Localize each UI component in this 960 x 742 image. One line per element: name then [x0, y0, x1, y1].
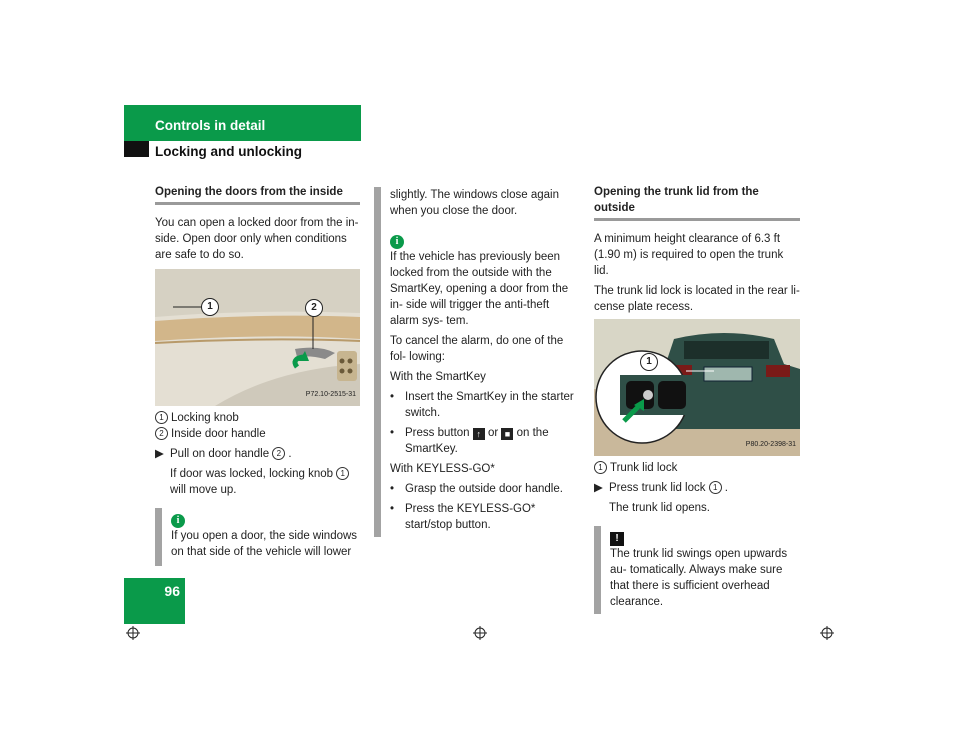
- door-figure-code: P72.10-2515-31: [305, 391, 356, 398]
- alarm-cancel-intro: To cancel the alarm, do one of the fol- lowing:: [390, 335, 564, 363]
- instruction-result: The trunk lid opens.: [609, 502, 711, 514]
- section-heading-doors: Opening the doors from the inside: [155, 184, 360, 205]
- info-note-alarm: [374, 229, 579, 537]
- clearance-paragraph: A minimum height clearance of 6.3 ft (1.90 m) is required to open the trunk lid.: [594, 233, 784, 277]
- section-title: Controls in detail: [155, 118, 266, 133]
- warning-note: [594, 526, 800, 614]
- bullet-item: • Insert the SmartKey in the starter switch.: [390, 391, 574, 419]
- crop-mark-icon: [126, 626, 140, 640]
- door-panel-illustration: [155, 269, 360, 406]
- unlock-key-icon: ↑: [473, 428, 485, 440]
- note-bar: [374, 229, 381, 537]
- subsection-marker: [124, 141, 149, 157]
- column-3: [594, 184, 800, 614]
- intro-paragraph: You can open a locked door from the in- side. Open door only when conditions are safe to do so.: [155, 217, 359, 261]
- trunk-figure: [594, 319, 800, 456]
- instruction-step: ▶ Press trunk lid lock 1 .: [594, 482, 728, 494]
- subsection-title: Locking and unlocking: [155, 144, 303, 159]
- trunk-illustration: [594, 319, 800, 456]
- note-bar: [155, 508, 162, 566]
- alarm-note-paragraph: If the vehicle has previously been locked from the outside with the SmartKey, opening a door from the in- side will trigger the anti-theft alarm sys- tem.: [390, 251, 569, 327]
- legend-item: 1 Trunk lid lock: [594, 460, 800, 476]
- bullet-item: • Press button ↑ or ■ on the SmartKey.: [390, 427, 549, 455]
- lock-key-icon: ■: [501, 428, 513, 440]
- column-2: [374, 187, 579, 537]
- crop-mark-icon: [473, 626, 487, 640]
- legend-item: 1 Locking knob: [155, 410, 360, 426]
- note-bar: [594, 526, 601, 614]
- bullet-item: • Grasp the outside door handle.: [390, 483, 563, 495]
- warning-icon: !: [610, 532, 624, 546]
- crop-mark-icon: [820, 626, 834, 640]
- legend-item: 2 Inside door handle: [155, 426, 360, 442]
- info-note-windows: [155, 508, 360, 566]
- column-1: [155, 184, 360, 566]
- trunk-figure-code: P80.20-2398-31: [745, 441, 796, 448]
- page-number: 96: [164, 583, 180, 599]
- info-note-text: If you open a door, the side windows on that side of the vehicle will lower: [171, 530, 358, 558]
- instruction-result: If door was locked, locking knob 1 will move up.: [155, 466, 360, 498]
- door-figure: [155, 269, 360, 406]
- bullet-item: • Press the KEYLESS-GO* start/stop button.: [390, 503, 536, 531]
- door-callout-1: 1: [201, 298, 219, 316]
- continued-text: slightly. The windows close again when you close the door.: [390, 189, 559, 217]
- lock-location-paragraph: The trunk lid lock is located in the rear li- cense plate recess.: [594, 285, 800, 313]
- info-icon: i: [171, 514, 185, 528]
- instruction-step: ▶ Pull on door handle 2 .: [155, 448, 292, 460]
- continued-note: [374, 187, 579, 229]
- section-heading-trunk: Opening the trunk lid from the outside: [594, 184, 800, 221]
- door-callout-2: 2: [305, 299, 323, 317]
- trunk-callout-1: 1: [640, 353, 658, 371]
- warning-text: The trunk lid swings open upwards au- tomatically. Always make sure that there is sufficient overhead clearance.: [610, 548, 788, 608]
- info-icon: i: [390, 235, 404, 249]
- with-smartkey-label: With the SmartKey: [390, 371, 486, 383]
- note-bar: [374, 187, 381, 229]
- with-keylessgo-label: With KEYLESS-GO*: [390, 463, 495, 475]
